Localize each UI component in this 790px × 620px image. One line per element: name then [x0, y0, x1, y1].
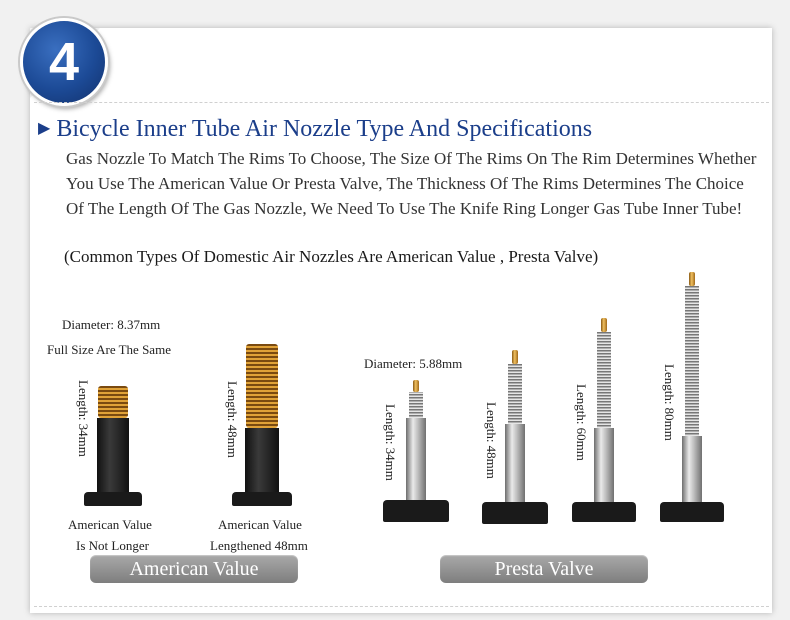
american-valve1-length: Length: 34mm	[76, 380, 91, 457]
divider-top	[34, 102, 769, 103]
presta-valve4-length: Length: 80mm	[662, 364, 677, 441]
american-valve2-caption-1: American Value	[218, 517, 302, 532]
american-diameter: Diameter: 8.37mm	[62, 317, 161, 332]
presta-diameter: Diameter: 5.88mm	[364, 356, 463, 371]
american-valve1-caption-2: Is Not Longer	[76, 538, 149, 553]
section-title	[38, 116, 592, 143]
american-valve2-length: Length: 48mm	[225, 381, 240, 458]
american-same-note: Full Size Are The Same	[47, 342, 171, 357]
play-triangle-icon: ▶	[38, 120, 51, 137]
presta-valve-label: Presta Valve	[440, 555, 648, 583]
section-number-badge: 4	[20, 18, 108, 106]
american-value-label: American Value	[90, 555, 298, 583]
american-valve2-caption-2: Lengthened 48mm	[210, 538, 308, 553]
section-description: Gas Nozzle To Match The Rims To Choose, The Size Of The Rims On The Rim Determines Whether You Use The American Value Or Presta Valve, The Thickness Of The Rims Determines The Choice Of The Length Of The Gas Nozzle, We Need To Use The Knife Ring Longer Gas Tube Inner Tube!	[66, 149, 757, 218]
presta-valve3-length: Length: 60mm	[574, 384, 589, 461]
presta-valve2-length: Length: 48mm	[484, 402, 499, 479]
section-note: (Common Types Of Domestic Air Nozzles Are American Value , Presta Valve)	[64, 247, 599, 266]
american-valve1-caption-1: American Value	[68, 517, 152, 532]
presta-valve1-length: Length: 34mm	[383, 404, 398, 481]
section-title-text: Bicycle Inner Tube Air Nozzle Type And Specifications	[56, 116, 593, 142]
divider-bottom	[34, 606, 769, 607]
